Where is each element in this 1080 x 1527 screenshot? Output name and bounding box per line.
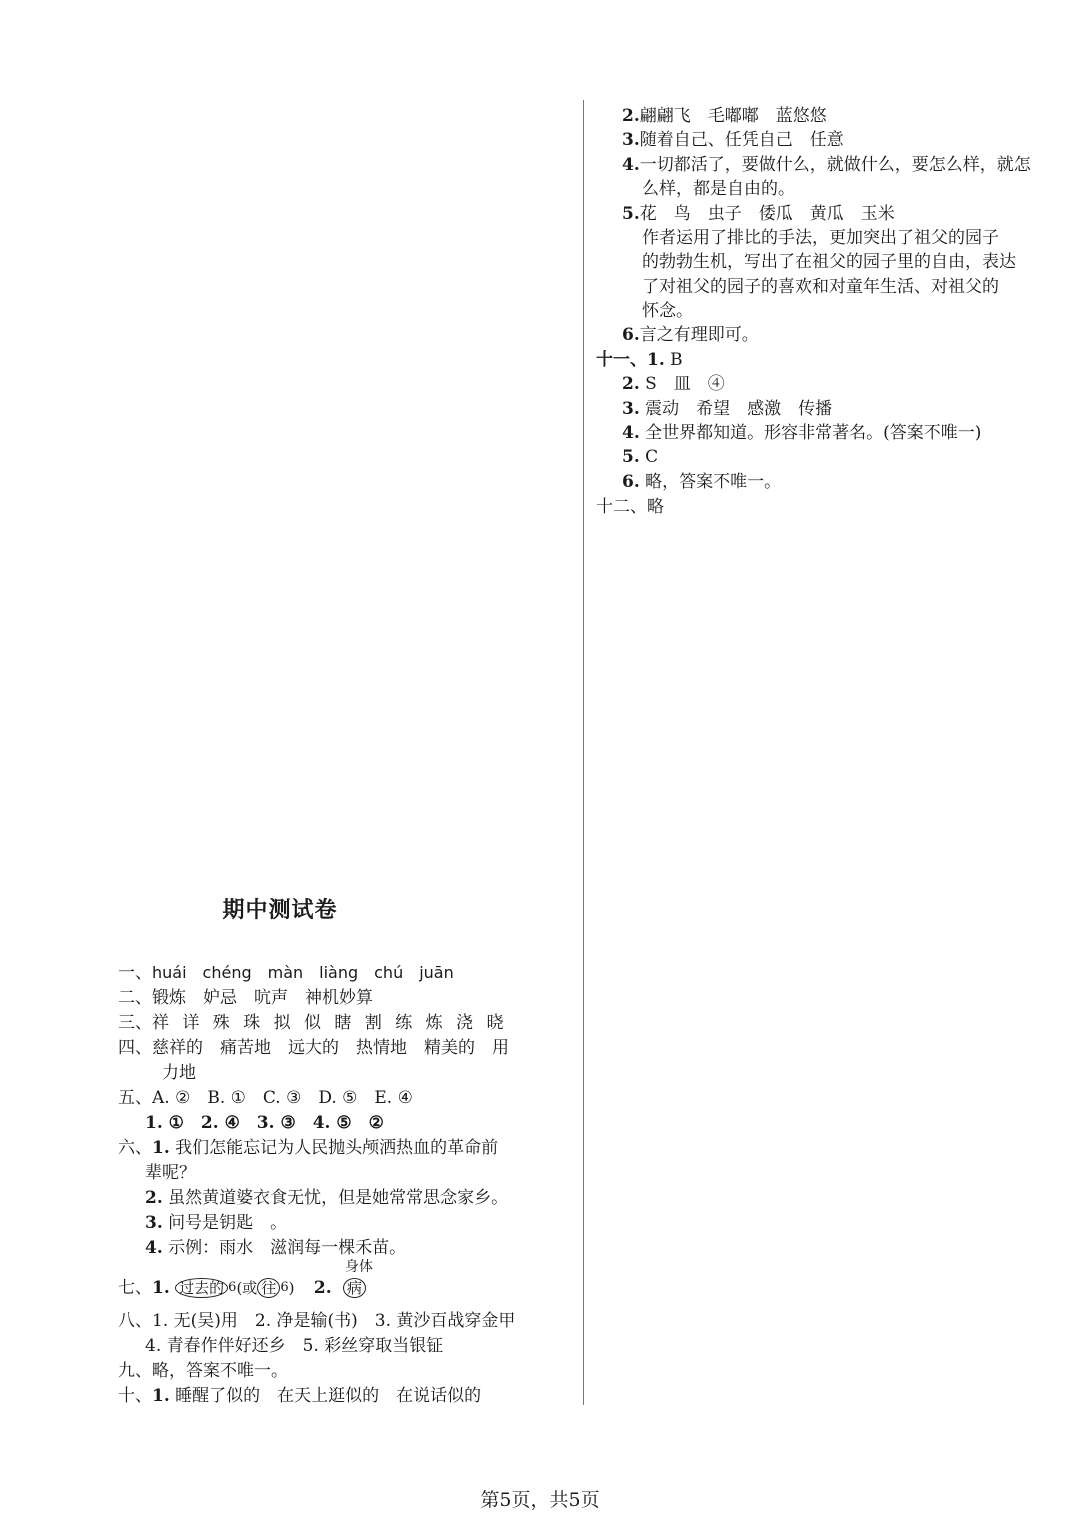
answer-line-5: 五、A. ② B. ① C. ③ D. ⑤ E. ④	[118, 1088, 413, 1108]
answer-text: 震动 希望 感激 传播	[639, 399, 833, 419]
answer-text: 怀念。	[642, 301, 693, 321]
circled-word-2: 往	[257, 1278, 280, 1298]
item-number: 5.	[622, 204, 640, 224]
right-answer-line	[622, 323, 759, 347]
answer-text: 的勃勃生机，写出了在祖父的园子里的自由，表达	[642, 252, 1016, 272]
right-answer-line	[622, 372, 725, 396]
answer-text: S 皿 ④	[639, 374, 725, 394]
item-number: 4.	[622, 423, 640, 443]
item-number: 4.	[622, 155, 640, 175]
answer-line-6-2: 2. 虽然黄道婆衣食无忧，但是她常常思念家乡。	[145, 1188, 509, 1208]
right-answer-line	[642, 250, 1016, 274]
answer-text: 作者运用了排比的手法，更加突出了祖父的园子	[642, 228, 999, 248]
item-number: 5.	[622, 447, 640, 467]
answer-line-2: 二、锻炼 妒忌 吭声 神机妙算	[118, 988, 373, 1008]
right-answer-line	[622, 421, 981, 445]
answer-text: 一切都活了，要做什么，就做什么，要怎么样，就怎	[639, 155, 1031, 175]
right-answer-line	[642, 177, 795, 201]
answer-text: 十二、略	[596, 497, 664, 517]
answer-line-4-cont: 力地	[162, 1063, 196, 1083]
answer-text: 略，答案不唯一。	[639, 472, 782, 492]
answer-text: B	[664, 350, 683, 370]
answer-text: 言之有理即可。	[639, 325, 759, 345]
answer-line-1: 一、huái chéng màn liàng chú juān	[118, 963, 454, 983]
answer-line-6-3: 3. 问号是钥匙 。	[145, 1213, 288, 1233]
right-answer-line	[622, 153, 1031, 177]
right-answer-line	[642, 299, 693, 323]
correction-mark-2: 6	[280, 1280, 289, 1295]
right-answer-line	[642, 226, 999, 250]
annotated-word	[343, 1259, 374, 1300]
right-answer-line	[596, 348, 683, 372]
answer-text: 花 鸟 虫子 倭瓜 黄瓜 玉米	[639, 204, 895, 224]
item-number: 2.	[622, 106, 640, 126]
answer-line-6-cont: 辈呢？	[145, 1163, 196, 1183]
right-answer-line	[622, 202, 895, 226]
answer-line-3: 三、祥 详 殊 珠 拟 似 瞎 割 练 炼 浇 晓	[118, 1013, 508, 1033]
answer-line-10: 十、1. 睡醒了似的 在天上逛似的 在说话似的	[118, 1386, 482, 1406]
right-answer-line	[642, 275, 999, 299]
answer-line-7: 七、1. 过去的 $^6$(或 往 $^6$) 2. 身体 病	[118, 1259, 374, 1298]
right-answer-line	[622, 470, 781, 494]
page-footer: 第5页，共5页	[480, 1489, 600, 1511]
item-number: 6.	[622, 325, 640, 345]
answer-line-6-4: 4. 示例：雨水 滋润每一棵禾苗。	[145, 1238, 407, 1258]
item-number: 2.	[622, 374, 640, 394]
right-answer-line	[622, 128, 844, 152]
right-answer-line	[596, 495, 664, 519]
answer-text: 随着自己、任凭自己 任意	[639, 130, 844, 150]
right-answer-line	[622, 104, 827, 128]
answer-line-8-cont: 4. 青春作伴好还乡 5. 彩丝穿取当银钲	[145, 1336, 444, 1356]
answer-text: 么样，都是自由的。	[642, 179, 795, 199]
answer-text: 翩翩飞 毛嘟嘟 蓝悠悠	[639, 106, 827, 126]
answer-text: 了对祖父的园子的喜欢和对童年生活、对祖父的	[642, 277, 999, 297]
answer-line-4: 四、慈祥的 痛苦地 远大的 热情地 精美的 用	[118, 1038, 509, 1058]
answer-text: 全世界都知道。形容非常著名。(答案不唯一)	[639, 423, 982, 443]
item-number: 3.	[622, 399, 640, 419]
item-number: 6.	[622, 472, 640, 492]
circled-word-1: 过去的	[175, 1278, 228, 1298]
correction-mark-1: 6	[228, 1280, 237, 1295]
inserted-word: 身体	[345, 1259, 374, 1275]
answer-line-6: 六、1. 我们怎能忘记为人民抛头颅洒热血的革命前	[118, 1138, 499, 1158]
right-answer-line	[622, 397, 832, 421]
item-number: 十一、1.	[596, 350, 665, 370]
answer-text: C	[639, 447, 659, 467]
answer-line-9: 九、略，答案不唯一。	[118, 1361, 288, 1381]
circled-word-3: 病	[343, 1278, 366, 1298]
right-answer-line	[622, 445, 658, 469]
section-title: 期中测试卷	[222, 898, 338, 923]
item-number: 3.	[622, 130, 640, 150]
answer-line-8: 八、1. 无(吴)用 2. 净是输(书) 3. 黄沙百战穿金甲	[118, 1311, 516, 1331]
answer-line-5-sub: 1. ① 2. ④ 3. ③ 4. ⑤ ②	[145, 1113, 384, 1133]
